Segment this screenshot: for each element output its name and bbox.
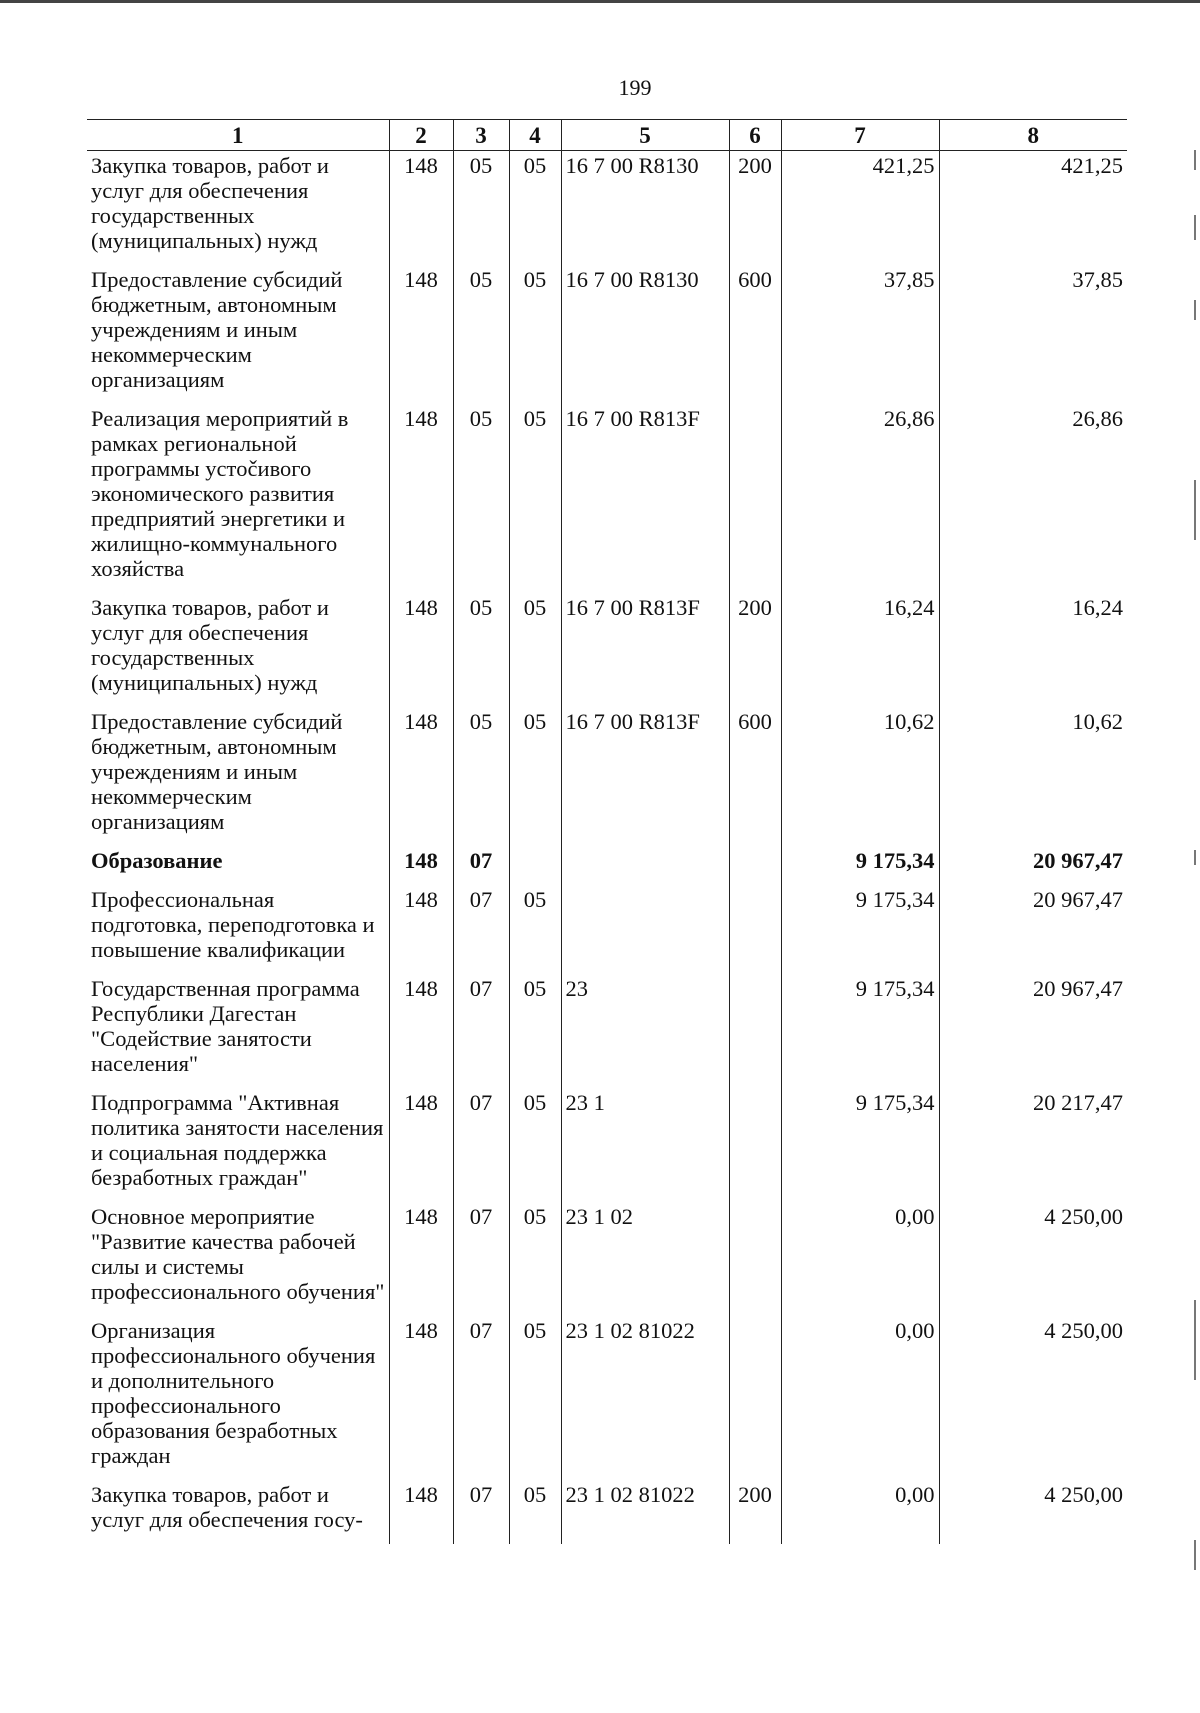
amount-col8-cell: 20 217,47 <box>939 1088 1127 1202</box>
scan-top-border <box>0 0 1200 3</box>
code-cell: 148 <box>389 151 453 266</box>
row-name-cell: Закупка товаров, работ и услуг для обеспечения государственных (муниципальных) нужд <box>91 153 329 253</box>
scan-edge-marks <box>1188 0 1200 1713</box>
header-col-6: 6 <box>729 120 781 151</box>
code-cell: 148 <box>389 1480 453 1544</box>
code-cell: 148 <box>389 1202 453 1316</box>
target-article-cell: 23 1 <box>561 1088 729 1202</box>
table-row <box>87 885 1127 974</box>
header-col-8: 8 <box>939 120 1127 151</box>
table-row <box>87 151 1127 266</box>
expense-type-cell <box>729 974 781 1088</box>
amount-col8-cell: 10,62 <box>939 707 1127 846</box>
target-article-cell: 23 1 02 <box>561 1202 729 1316</box>
code-cell: 148 <box>389 1316 453 1480</box>
subsection-cell: 05 <box>509 707 561 846</box>
target-article-cell <box>561 846 729 885</box>
section-cell: 07 <box>453 1316 509 1480</box>
section-cell: 05 <box>453 265 509 404</box>
table-row <box>87 846 1127 885</box>
target-article-cell: 23 1 02 81022 <box>561 1316 729 1480</box>
code-cell: 148 <box>389 265 453 404</box>
code-cell: 148 <box>389 974 453 1088</box>
table-row <box>87 404 1127 593</box>
code-cell: 148 <box>389 404 453 593</box>
amount-col8-cell: 20 967,47 <box>939 885 1127 974</box>
expense-type-cell <box>729 846 781 885</box>
section-cell: 07 <box>453 885 509 974</box>
table-row <box>87 1316 1127 1480</box>
row-name-cell: Государственная программа Республики Дагестан "Содействие занятости населения" <box>91 976 360 1076</box>
table-row <box>87 707 1127 846</box>
target-article-cell: 16 7 00 R8130 <box>561 265 729 404</box>
section-cell: 05 <box>453 151 509 266</box>
target-article-cell: 16 7 00 R8130 <box>561 151 729 266</box>
header-row <box>87 120 1127 151</box>
row-name-cell: Предоставление субсидий бюджетным, автономным учреждениям и иным некоммерческим организациям <box>91 709 343 834</box>
amount-col7-cell: 26,86 <box>781 404 939 593</box>
header-col-2: 2 <box>389 120 453 151</box>
section-cell: 07 <box>453 1088 509 1202</box>
subsection-cell: 05 <box>509 404 561 593</box>
amount-col7-cell: 9 175,34 <box>781 1088 939 1202</box>
amount-col7-cell: 9 175,34 <box>781 885 939 974</box>
amount-col8-cell: 20 967,47 <box>939 974 1127 1088</box>
amount-col7-cell: 0,00 <box>781 1316 939 1480</box>
table-row <box>87 1480 1127 1544</box>
subsection-cell: 05 <box>509 593 561 707</box>
target-article-cell: 16 7 00 R813F <box>561 593 729 707</box>
subsection-cell: 05 <box>509 151 561 266</box>
target-article-cell <box>561 885 729 974</box>
row-name-cell: Подпрограмма "Активная политика занятости населения и социальная поддержка безработных граждан" <box>91 1090 384 1190</box>
row-name-cell: Закупка товаров, работ и услуг для обеспечения госу- <box>91 1482 363 1532</box>
section-cell: 07 <box>453 846 509 885</box>
row-name-cell: Реализация мероприятий в рамках региональной программы устočивого экономического развития предприятий энергетики и жилищно-коммунального хозяйства <box>91 406 349 581</box>
amount-col7-cell: 421,25 <box>781 151 939 266</box>
code-cell: 148 <box>389 593 453 707</box>
amount-col8-cell: 4 250,00 <box>939 1316 1127 1480</box>
subsection-cell: 05 <box>509 1480 561 1544</box>
code-cell: 148 <box>389 1088 453 1202</box>
code-cell: 148 <box>389 846 453 885</box>
amount-col8-cell: 4 250,00 <box>939 1480 1127 1544</box>
header-col-1: 1 <box>87 120 389 151</box>
row-name-cell: Закупка товаров, работ и услуг для обеспечения государственных (муниципальных) нужд <box>91 595 329 695</box>
subsection-cell: 05 <box>509 1088 561 1202</box>
expense-type-cell <box>729 1316 781 1480</box>
amount-col7-cell: 0,00 <box>781 1202 939 1316</box>
amount-col8-cell: 4 250,00 <box>939 1202 1127 1316</box>
target-article-cell: 23 1 02 81022 <box>561 1480 729 1544</box>
section-cell: 07 <box>453 974 509 1088</box>
table-row <box>87 1088 1127 1202</box>
row-name-cell: Организация профессионального обучения и дополнительного профессионального образования безработных граждан <box>91 1318 376 1468</box>
table-row <box>87 1202 1127 1316</box>
expense-type-cell <box>729 885 781 974</box>
subsection-cell: 05 <box>509 885 561 974</box>
target-article-cell: 23 <box>561 974 729 1088</box>
section-cell: 05 <box>453 404 509 593</box>
amount-col7-cell: 0,00 <box>781 1480 939 1544</box>
expense-type-cell: 200 <box>729 593 781 707</box>
subsection-cell <box>509 846 561 885</box>
amount-col8-cell: 20 967,47 <box>939 846 1127 885</box>
row-name-cell: Образование <box>91 848 223 873</box>
table-row <box>87 265 1127 404</box>
section-cell: 05 <box>453 707 509 846</box>
row-name-cell: Основное мероприятие "Развитие качества рабочей силы и системы профессионального обучения" <box>91 1204 385 1304</box>
table-row <box>87 593 1127 707</box>
amount-col8-cell: 16,24 <box>939 593 1127 707</box>
amount-col8-cell: 37,85 <box>939 265 1127 404</box>
code-cell: 148 <box>389 885 453 974</box>
page-number: 199 <box>618 75 652 100</box>
section-cell: 05 <box>453 593 509 707</box>
expense-type-cell <box>729 1088 781 1202</box>
amount-col7-cell: 9 175,34 <box>781 846 939 885</box>
section-cell: 07 <box>453 1202 509 1316</box>
amount-col7-cell: 37,85 <box>781 265 939 404</box>
expense-type-cell <box>729 404 781 593</box>
amount-col8-cell: 421,25 <box>939 151 1127 266</box>
subsection-cell: 05 <box>509 265 561 404</box>
header-col-3: 3 <box>453 120 509 151</box>
expense-type-cell: 200 <box>729 151 781 266</box>
amount-col7-cell: 10,62 <box>781 707 939 846</box>
header-col-5: 5 <box>561 120 729 151</box>
subsection-cell: 05 <box>509 1316 561 1480</box>
header-col-7: 7 <box>781 120 939 151</box>
expense-type-cell <box>729 1202 781 1316</box>
amount-col7-cell: 9 175,34 <box>781 974 939 1088</box>
row-name-cell: Предоставление субсидий бюджетным, автономным учреждениям и иным некоммерческим организациям <box>91 267 343 392</box>
table-body <box>87 151 1127 1545</box>
table-row <box>87 974 1127 1088</box>
subsection-cell: 05 <box>509 974 561 1088</box>
code-cell: 148 <box>389 707 453 846</box>
header-col-4: 4 <box>509 120 561 151</box>
row-name-cell: Профессиональная подготовка, переподготовка и повышение квалификации <box>91 887 375 962</box>
expense-type-cell: 600 <box>729 707 781 846</box>
target-article-cell: 16 7 00 R813F <box>561 404 729 593</box>
target-article-cell: 16 7 00 R813F <box>561 707 729 846</box>
budget-table <box>87 119 1127 1544</box>
amount-col8-cell: 26,86 <box>939 404 1127 593</box>
subsection-cell: 05 <box>509 1202 561 1316</box>
section-cell: 07 <box>453 1480 509 1544</box>
expense-type-cell: 200 <box>729 1480 781 1544</box>
amount-col7-cell: 16,24 <box>781 593 939 707</box>
expense-type-cell: 600 <box>729 265 781 404</box>
